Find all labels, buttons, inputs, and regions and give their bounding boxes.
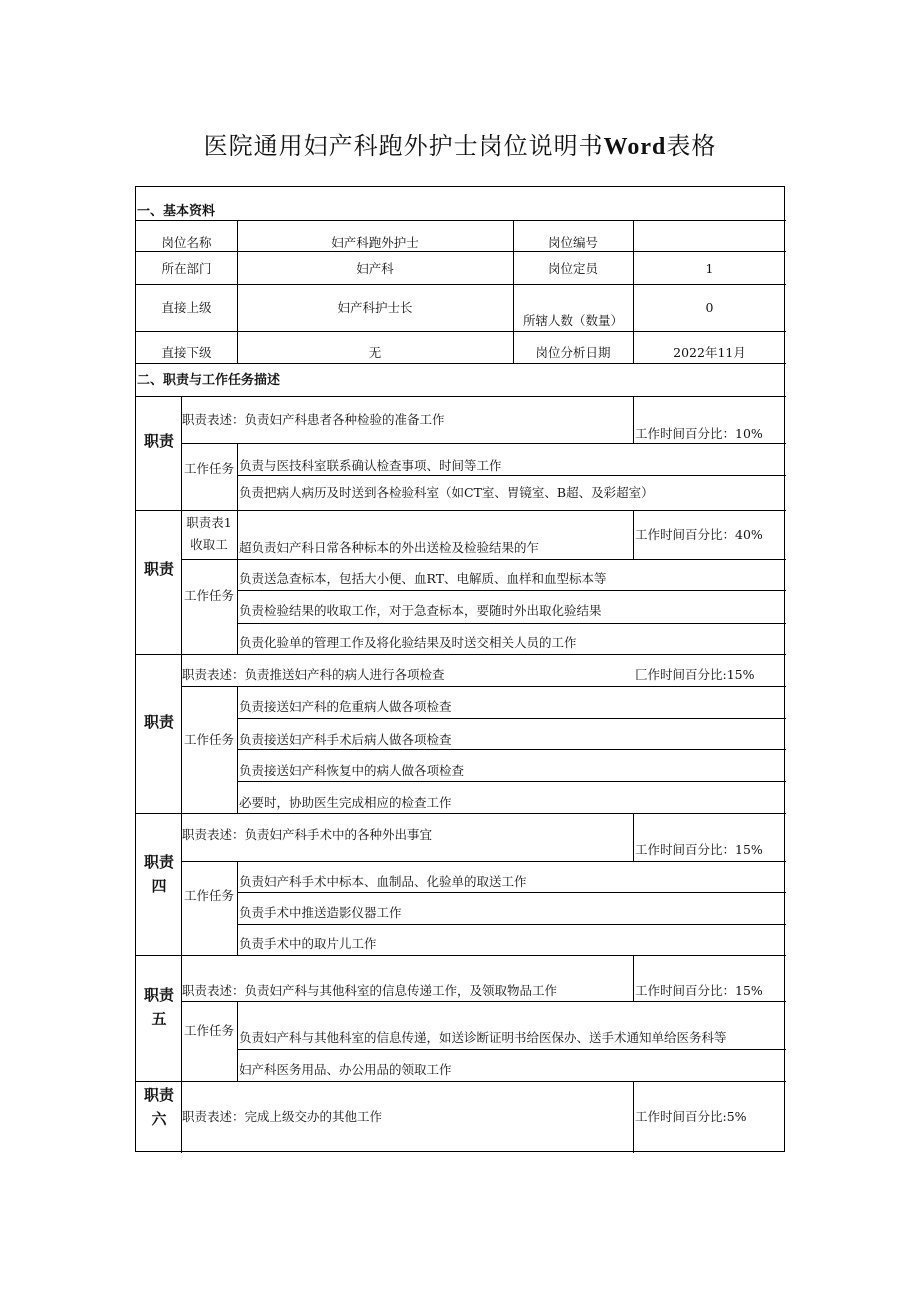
duty2-task-label: 工作任务: [183, 588, 234, 603]
superior-label: 直接上级: [161, 300, 212, 315]
duty2-desc-label: 职责表1收取工: [186, 515, 232, 552]
duty4-pct: 工作时间百分比：15%: [635, 842, 763, 857]
duty2-pct: 工作时间百分比：40%: [635, 527, 763, 542]
duty2-task: 负责送急查标本，包括大小便、血RT、电解质、血样和血型标本等: [239, 571, 607, 586]
lower-label: 直接下级: [161, 345, 212, 360]
duty1-label: 职责: [143, 432, 174, 450]
subordinates-value: 0: [705, 300, 714, 315]
duty4-desc: 职责表述：负责妇产科手术中的各种外出事宜: [182, 827, 433, 842]
duty5-task: 妇产科医务用品、办公用品的领取工作: [239, 1062, 452, 1077]
date-value: 2022年11月: [673, 345, 746, 360]
duty1-desc: 职责表述：负责妇产科患者各种检验的准备工作: [182, 412, 445, 427]
duty3-desc: 职责表述：负责推送妇产科的病人进行各项检查: [182, 667, 445, 682]
duty4-task: 负责手术中推送造影仪器工作: [239, 905, 402, 920]
duty4-task-label: 工作任务: [183, 888, 234, 903]
dept-label: 所在部门: [161, 261, 212, 276]
duty5-task: 负责妇产科与其他科室的信息传递，如送诊断证明书给医保办、送手术通知单给医务科等: [239, 1030, 727, 1045]
post-name-label: 岗位名称: [161, 235, 212, 250]
duty3-task: 必要时，协助医生完成相应的检查工作: [239, 795, 452, 810]
duty3-task: 负责接送妇产科手术后病人做各项检查: [239, 732, 452, 747]
duty4-task: 负责手术中的取片儿工作: [239, 936, 377, 951]
duty4-label: 职责四: [143, 853, 174, 895]
duty3-task: 负责接送妇产科的危重病人做各项检查: [239, 699, 452, 714]
duty5-pct: 工作时间百分比：15%: [635, 983, 763, 998]
duty2-task: 负责化验单的管理工作及将化验结果及时送交相关人员的工作: [239, 635, 577, 650]
duty3-pct: 匚作时间百分比:15%: [635, 667, 755, 682]
document-title: 医院通用妇产科跑外护士岗位说明书Word表格: [203, 132, 717, 160]
duty2-desc: 超负责妇产科日常各种标本的外出送检及检验结果的乍: [239, 540, 540, 555]
duty1-task-label: 工作任务: [183, 461, 234, 476]
duty3-task: 负责接送妇产科恢复中的病人做各项检查: [239, 763, 465, 778]
duty6-desc: 职责表述：完成上级交办的其他工作: [182, 1109, 383, 1124]
job-description-table: [135, 186, 785, 1152]
section-duties: 二、职责与工作任务描述: [137, 373, 281, 388]
post-no-label: 岗位编号: [547, 235, 598, 250]
superior-value: 妇产科护士长: [337, 300, 413, 315]
duty5-label: 职责五: [143, 986, 174, 1028]
dept-value: 妇产科: [356, 261, 394, 276]
duty6-label: 职责六: [143, 1086, 174, 1128]
duty1-task: 负责与医技科室联系确认检查事项、时间等工作: [239, 458, 502, 473]
subordinates-label: 所辖人数（数量）: [522, 313, 623, 328]
duty1-task: 负责把病人病历及时送到各检验科室（如CT室、胃镜室、B超、及彩超室）: [239, 485, 654, 500]
duty1-pct: 工作时间百分比：10%: [635, 426, 763, 441]
duty3-label: 职责: [143, 713, 174, 731]
duty2-label: 职责: [143, 560, 174, 578]
section-basic-info: 一、基本资料: [137, 204, 216, 219]
post-name-value: 妇产科跑外护士: [331, 235, 419, 250]
duty4-task: 负责妇产科手术中标本、血制品、化验单的取送工作: [239, 874, 527, 889]
quota-value: 1: [705, 261, 714, 276]
duty6-pct: 工作时间百分比:5%: [635, 1109, 747, 1124]
date-label: 岗位分析日期: [535, 345, 611, 360]
duty5-desc: 职责表述：负责妇产科与其他科室的信息传递工作，及领取物品工作: [182, 983, 558, 998]
duty3-task-label: 工作任务: [183, 732, 234, 747]
duty5-task-label: 工作任务: [183, 1023, 234, 1038]
duty2-task: 负责检验结果的收取工作，对于急查标本，要随时外出取化验结果: [239, 603, 602, 618]
quota-label: 岗位定员: [547, 261, 598, 276]
lower-value: 无: [368, 345, 382, 360]
